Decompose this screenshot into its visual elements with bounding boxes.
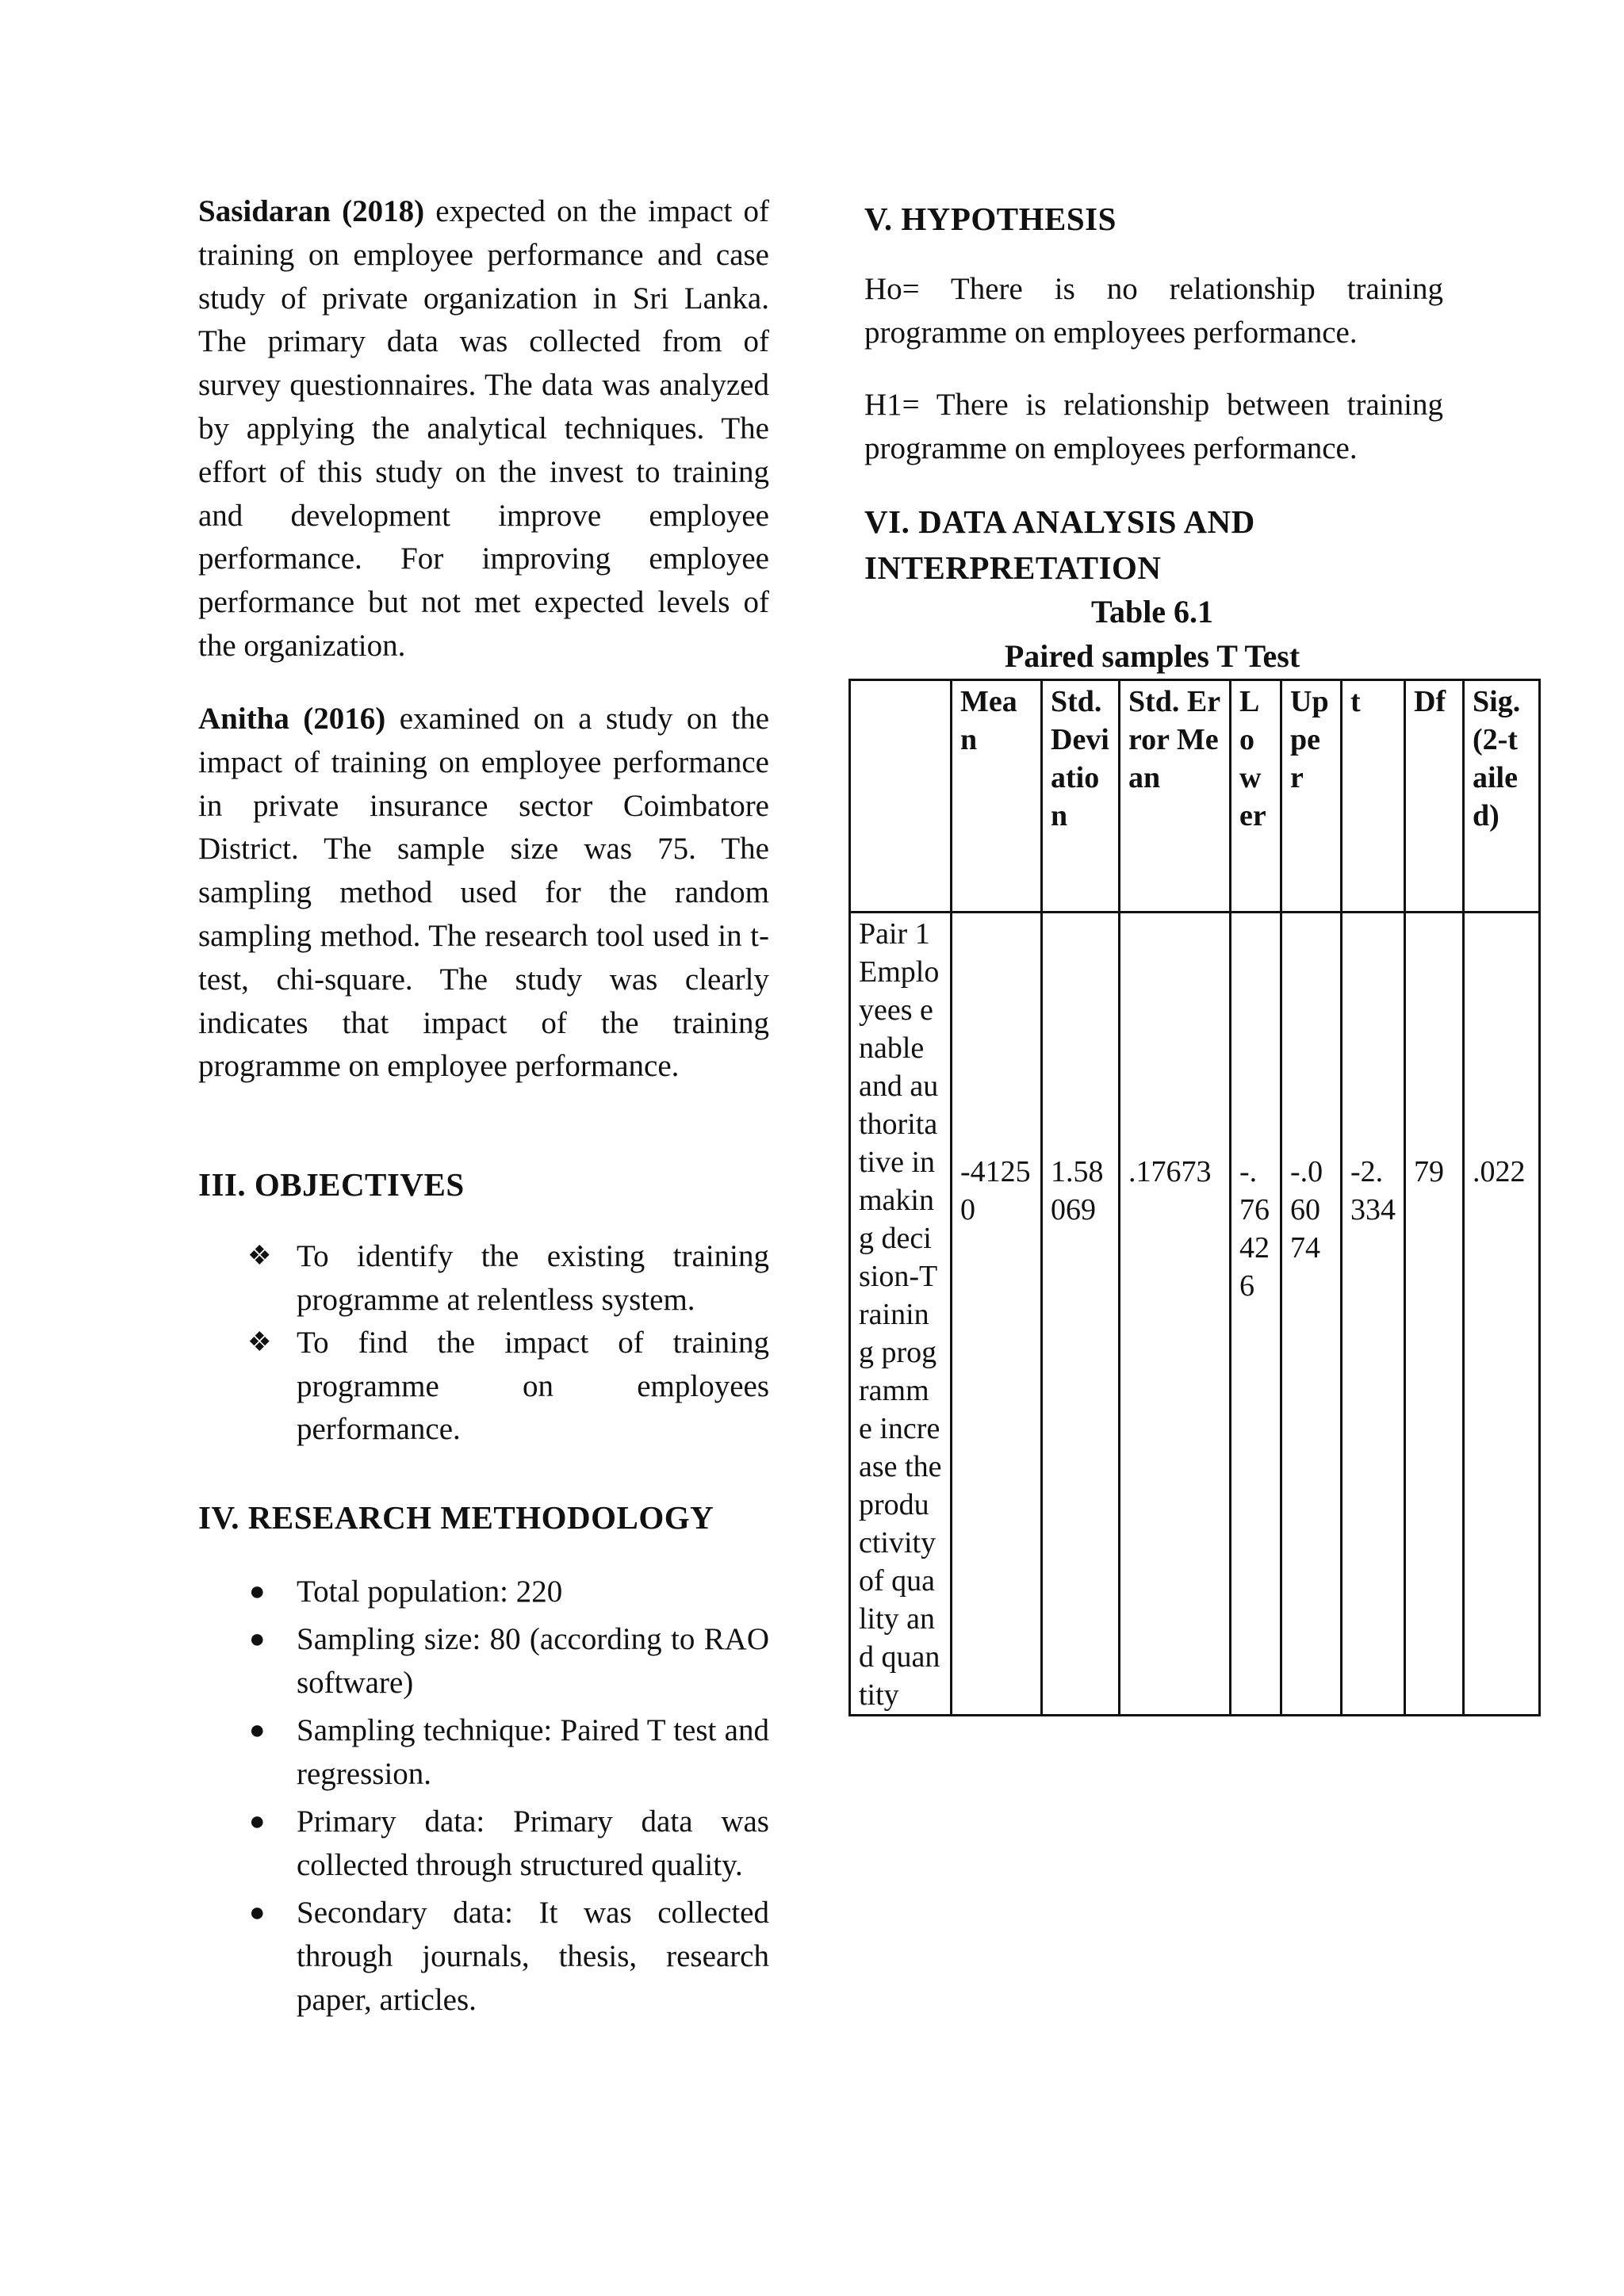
review-paragraph-anitha <box>198 698 769 1089</box>
analysis-heading-line2: INTERPRETATION <box>864 549 1162 586</box>
methodology-text: Total population: 220 <box>297 1575 563 1609</box>
bullet-icon: ● <box>249 1716 266 1745</box>
citation-anitha: Anitha (2016) <box>198 702 386 736</box>
lower-cell: -.76426 <box>1231 913 1281 1716</box>
list-item <box>198 1800 769 1887</box>
table-row <box>850 913 1540 1716</box>
alternate-hypothesis: H1= There is relationship between training programme on employees performance. <box>864 388 1443 465</box>
table-title: Paired samples T Test <box>1004 638 1300 674</box>
objectives-list <box>198 1235 769 1452</box>
t-cell: -2.334 <box>1342 913 1405 1716</box>
objective-text: To identify the existing training programme at relentless system. <box>297 1239 769 1317</box>
header-cell-t: t <box>1342 680 1405 913</box>
std-deviation-cell: 1.58069 <box>1042 913 1120 1716</box>
review-paragraph-sasidaran <box>198 190 769 668</box>
list-item <box>198 1322 769 1452</box>
bullet-icon: ● <box>249 1807 266 1836</box>
mean-cell: -41250 <box>952 913 1042 1716</box>
upper-cell: -.06074 <box>1281 913 1342 1716</box>
analysis-heading-line1: VI. DATA ANALYSIS AND <box>864 503 1255 540</box>
diamond-bullet-icon: ❖ <box>247 1242 272 1271</box>
list-item <box>198 1235 769 1322</box>
diamond-bullet-icon: ❖ <box>247 1328 272 1357</box>
null-hypothesis: Ho= There is no relationship training programme on employees performance. <box>864 272 1443 350</box>
header-cell-upper: Upper <box>1281 680 1342 913</box>
bullet-icon: ● <box>249 1898 266 1927</box>
header-cell-df: Df <box>1405 680 1464 913</box>
std-error-cell: .17673 <box>1120 913 1231 1716</box>
list-item <box>198 1709 769 1796</box>
review-text-anitha: examined on a study on the impact of training on employee performance in private insurance sector Coimbatore District. The sample size was 75. The sampling method used for the random sampling method. The research tool used in t-test, chi-square. The study was clearly indicates that impact of the training programme on employee performance. <box>198 702 770 1084</box>
list-item <box>198 1570 769 1613</box>
methodology-heading: IV. RESEARCH METHODOLOGY <box>198 1499 714 1536</box>
methodology-text: Sampling technique: Paired T test and regression. <box>297 1713 769 1791</box>
table-number: Table 6.1 <box>1090 594 1214 629</box>
header-cell-lower: Lower <box>1231 680 1281 913</box>
header-cell-std-deviation: Std. Deviation <box>1042 680 1120 913</box>
hypothesis-heading: V. HYPOTHESIS <box>864 201 1116 237</box>
objectives-heading: III. OBJECTIVES <box>198 1166 465 1203</box>
header-cell-empty <box>850 680 952 913</box>
methodology-text: Secondary data: It was collected through journals, thesis, research paper, articles. <box>297 1896 769 2017</box>
bullet-icon: ● <box>249 1624 266 1654</box>
list-item <box>198 1617 769 1705</box>
review-text-sasidaran: expected on the impact of training on employee performance and case study of private organization in Sri Lanka. The primary data was collected from of survey questionnaires. The data was analyzed by applying the analytical techniques. The effort of this study on the invest to training and development improve employee performance. For improving employee performance but not met expected levels of the organization. <box>198 194 769 663</box>
citation-sasidaran: Sasidaran (2018) <box>198 194 425 228</box>
objective-text: To find the impact of training programme on employees performance. <box>297 1326 769 1446</box>
pair-label-cell: Pair 1 Employees enable and authoritative in making decision-Training programme increase the productivity of quality and quantity <box>850 913 952 1716</box>
header-cell-mean: Mean <box>952 680 1042 913</box>
paired-samples-table <box>848 679 1541 1716</box>
list-item <box>198 1891 769 2022</box>
methodology-text: Primary data: Primary data was collected through structured quality. <box>297 1804 769 1882</box>
table-header-row <box>850 680 1540 913</box>
bullet-icon: ● <box>249 1577 266 1606</box>
df-cell: 79 <box>1405 913 1464 1716</box>
sig-cell: .022 <box>1464 913 1540 1716</box>
methodology-text: Sampling size: 80 (according to RAO software) <box>297 1622 769 1700</box>
header-cell-sig: Sig.(2-tailed) <box>1464 680 1540 913</box>
methodology-list <box>198 1570 769 2022</box>
header-cell-std-error-mean: Std. Error Mean <box>1120 680 1231 913</box>
